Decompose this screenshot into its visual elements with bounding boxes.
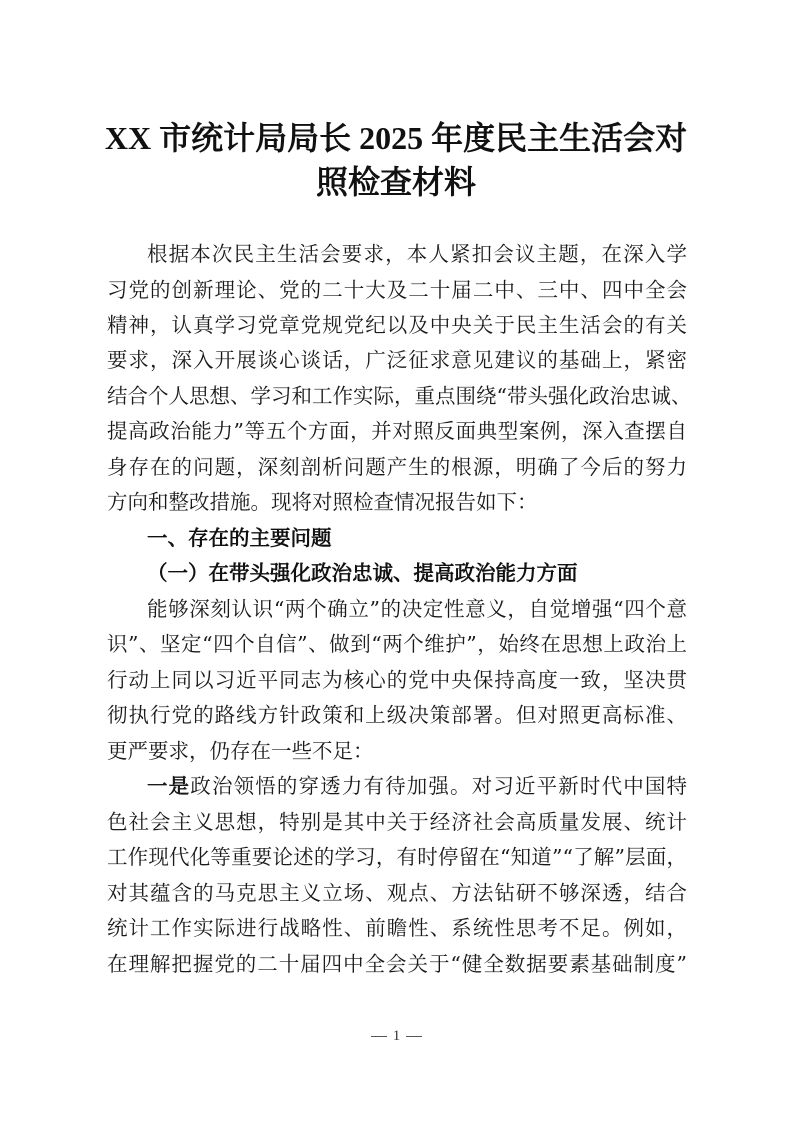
intro-line: 提高政治能力”等五个方面，并对照反面典型案例，深入查摆自 xyxy=(107,419,687,443)
intro-line: 习党的创新理论、党的二十大及二十届二中、三中、四中全会 xyxy=(107,278,687,302)
point-text: 政治领悟的穿透力有待加强。对习近平新时代中国特 xyxy=(190,774,688,798)
body-line: 在理解把握党的二十届四中全会关于“健全数据要素基础制度” xyxy=(107,952,687,976)
dash-left xyxy=(371,1036,387,1037)
intro-line: 结合个人思想、学习和工作实际，重点围绕“带头强化政治忠诚、 xyxy=(107,384,692,408)
body-line: 色社会主义思想，特别是其中关于经济社会高质量发展、统计 xyxy=(107,810,687,834)
document-title-line-1: XX 市统计局局长 2025 年度民主生活会对 xyxy=(104,120,688,156)
intro-line: 方向和整改措施。现将对照检查情况报告如下： xyxy=(107,490,538,514)
body-line: 能够深刻认识“两个确立”的决定性意义，自觉增强“四个意 xyxy=(147,597,687,621)
intro-line: 精神，认真学习党章党规党纪以及中央关于民主生活会的有关 xyxy=(107,313,687,337)
intro-line: 根据本次民主生活会要求，本人紧扣会议主题，在深入学 xyxy=(147,242,687,266)
page-number: 1 xyxy=(392,1028,401,1044)
intro-line: 要求，深入开展谈心谈话，广泛征求意见建议的基础上，紧密 xyxy=(107,348,687,372)
document-title-line-2: 照检查材料 xyxy=(315,164,476,200)
body-line: 行动上同以习近平同志为核心的党中央保持高度一致，坚决贯 xyxy=(107,668,687,692)
body-line: 对其蕴含的马克思主义立场、观点、方法钻研不够深透，结合 xyxy=(107,881,687,905)
point-lead: 一是 xyxy=(147,774,191,798)
body-line: 更严要求，仍存在一些不足： xyxy=(107,739,374,763)
dash-right xyxy=(406,1036,422,1037)
intro-line: 身存在的问题，深刻剖析问题产生的根源，明确了今后的努力 xyxy=(107,455,687,479)
page-footer xyxy=(0,1028,793,1045)
body-line: 识”、坚定“四个自信”、做到“两个维护”，始终在思想上政治上 xyxy=(107,632,687,656)
body-line: 彻执行党的路线方针政策和上级决策部署。但对照更高标准、 xyxy=(107,703,687,727)
body-line xyxy=(147,772,687,800)
body-line: 统计工作实际进行战略性、前瞻性、系统性思考不足。例如， xyxy=(107,916,687,940)
section-heading-1: 一、存在的主要问题 xyxy=(147,526,332,550)
subsection-heading-1: （一）在带头强化政治忠诚、提高政治能力方面 xyxy=(147,561,578,585)
body-line: 工作现代化等重要论述的学习，有时停留在“知道”“了解”层面， xyxy=(107,845,687,869)
